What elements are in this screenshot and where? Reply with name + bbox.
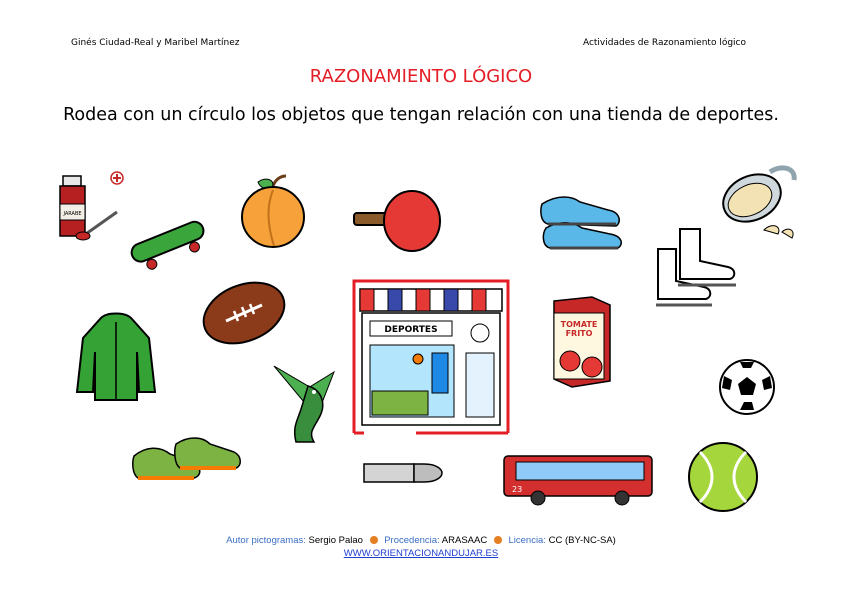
bullet-dot-icon xyxy=(494,536,502,544)
sneakers-picture[interactable] xyxy=(130,432,244,494)
bus-picture[interactable] xyxy=(502,452,654,508)
page-title: RAZONAMIENTO LÓGICO xyxy=(309,66,533,87)
instruction-text: Rodea con un círculo los objetos que tengan relación con una tienda de deportes. xyxy=(63,105,779,125)
website-link-row xyxy=(0,548,842,559)
source-label: Procedencia: xyxy=(384,535,440,546)
bullet-dot-icon xyxy=(370,536,378,544)
ice-skates-picture[interactable] xyxy=(652,225,744,307)
tomato-box-picture[interactable] xyxy=(548,295,616,390)
syrup-bottle-picture[interactable] xyxy=(55,170,130,245)
soccer-cleats-picture[interactable] xyxy=(538,188,628,250)
credits-line xyxy=(0,535,842,546)
tennis-ball-picture[interactable] xyxy=(686,440,760,514)
skateboard-picture[interactable] xyxy=(125,215,210,270)
source-name: ARASAAC xyxy=(441,535,488,546)
sports-shop-picture[interactable] xyxy=(352,279,510,437)
license-name: CC (BY-NC-SA) xyxy=(548,535,616,546)
ping-pong-paddle-picture[interactable] xyxy=(352,185,442,257)
author-label: Autor pictogramas: xyxy=(226,535,306,546)
tomato-box-line1: TOMATE xyxy=(560,320,598,329)
soccer-ball-picture[interactable] xyxy=(718,358,776,416)
jacket-picture[interactable] xyxy=(75,312,157,404)
football-picture[interactable] xyxy=(198,277,290,349)
syrup-label: JARABE xyxy=(63,211,82,217)
dragon-picture[interactable] xyxy=(268,362,342,447)
author-name: Sergio Palao xyxy=(308,535,363,546)
peach-picture[interactable] xyxy=(238,172,308,250)
header-subject: Actividades de Razonamiento lógico xyxy=(582,38,746,48)
bus-number: 23 xyxy=(512,485,523,494)
license-label: Licencia: xyxy=(508,535,546,546)
tomato-box-line2: FRITO xyxy=(565,329,593,338)
bullet-picture[interactable] xyxy=(362,458,444,488)
website-link[interactable]: WWW.ORIENTACIONANDUJAR.ES xyxy=(343,548,499,559)
header-author: Ginés Ciudad-Real y Maribel Martínez xyxy=(71,38,240,48)
shop-sign: DEPORTES xyxy=(384,325,438,335)
